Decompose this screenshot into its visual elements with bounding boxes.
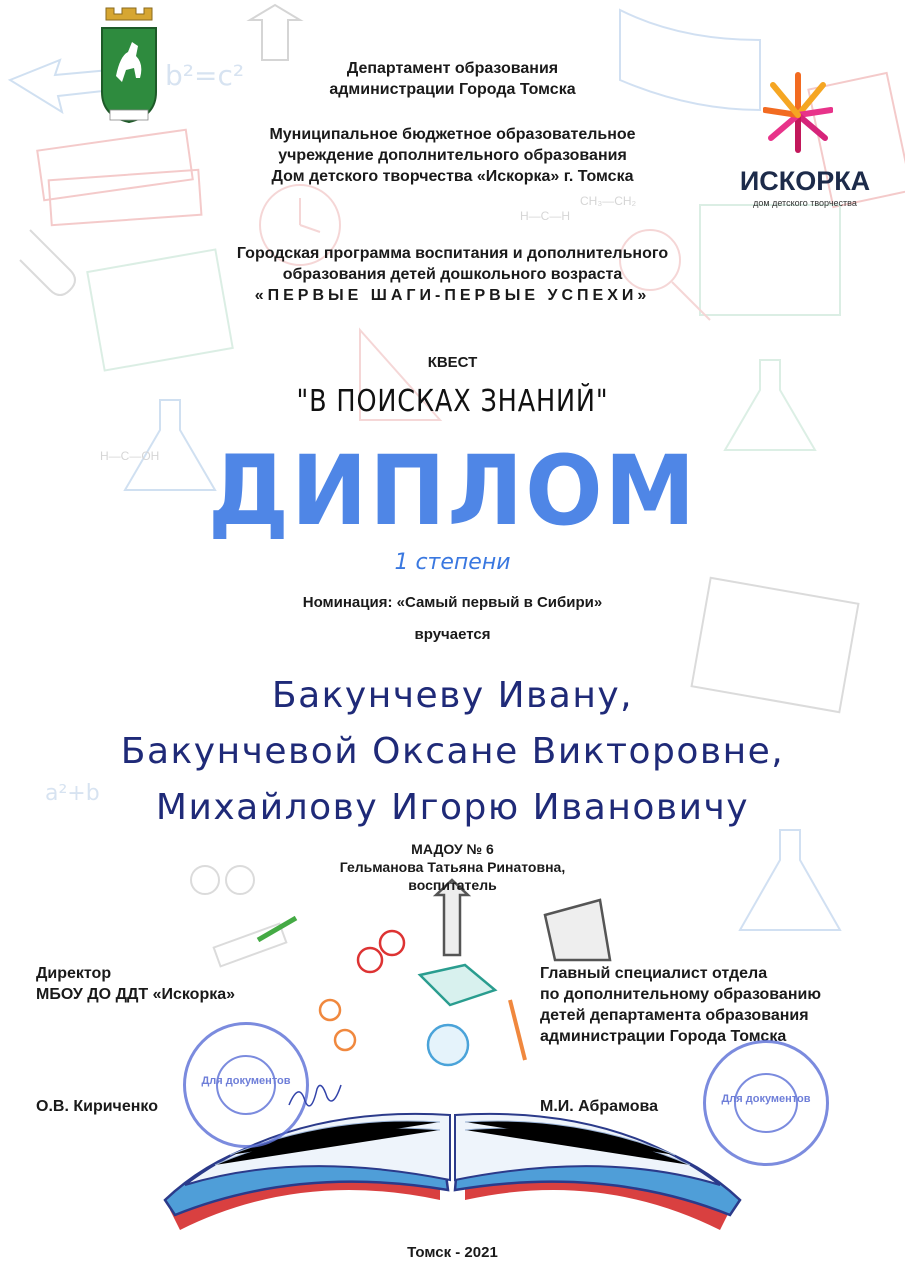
inst-line-3: Дом детского творчества «Искорка» г. Томска (271, 168, 634, 185)
stamp-right (703, 1040, 829, 1166)
organization-block (0, 840, 905, 894)
dept-line-1: Департамент образования (346, 60, 559, 77)
signatory-right-line-1: Главный специалист отдела (540, 965, 768, 982)
signatory-left-name: О.В. Кириченко (36, 1098, 158, 1115)
stamp-right-text: Для документов (721, 1093, 811, 1105)
program-line-2: образования детей дошкольного возраста (282, 266, 623, 283)
teacher-role: воспитатель (408, 877, 497, 893)
svg-text:H—C—H: H—C—H (520, 209, 570, 223)
recipients-list (0, 668, 905, 836)
diploma-degree: 1 степени (394, 550, 511, 575)
signatory-right-title (540, 963, 821, 1047)
logo-subtitle: дом детского творчества (753, 198, 857, 208)
recipient-1: Бакунчеву Ивану, (271, 675, 634, 716)
svg-text:H—C—OH: H—C—OH (100, 449, 160, 463)
quest-title: "В ПОИСКАХ ЗНАНИЙ" (296, 384, 609, 419)
footer-city-year: Томск - 2021 (407, 1244, 498, 1261)
signatory-right-name: М.И. Абрамова (540, 1098, 658, 1115)
organization-name: МАДОУ № 6 (411, 841, 494, 857)
signatory-right-line-3: детей департамента образования (540, 1007, 809, 1024)
signatory-left-line-2: МБОУ ДО ДДТ «Искорка» (36, 986, 236, 1003)
program-title: «ПЕРВЫЕ ШАГИ-ПЕРВЫЕ УСПЕХИ» (254, 287, 651, 304)
program-block (0, 243, 905, 306)
teacher-name: Гельманова Татьяна Ринатовна, (339, 859, 566, 875)
inst-line-2: учреждение дополнительного образования (278, 147, 627, 164)
quest-label: КВЕСТ (427, 354, 478, 371)
stamp-left-text: Для документов (201, 1075, 291, 1087)
recipient-2: Бакунчевой Оксане Викторовне, (120, 731, 785, 772)
signatory-left-title (36, 963, 235, 1005)
svg-text:a²+b: a²+b (45, 781, 100, 806)
svg-text:CH₃—CH₂: CH₃—CH₂ (580, 194, 637, 208)
dept-line-2: администрации Города Томска (329, 81, 576, 98)
header-department (0, 58, 905, 100)
signatory-left-line-1: Директор (36, 965, 112, 982)
signature-left-icon (285, 1075, 345, 1115)
header-institution (0, 124, 905, 187)
signatory-right-line-2: по дополнительному образованию (540, 986, 821, 1003)
logo-name: ИСКОРКА (739, 166, 871, 196)
svg-text:b²=c²: b²=c² (165, 59, 245, 92)
program-line-1: Городская программа воспитания и дополнительного (236, 245, 669, 262)
inst-line-1: Муниципальное бюджетное образовательное (269, 126, 636, 143)
recipient-3: Михайлову Игорю Ивановичу (155, 787, 750, 828)
nomination: Номинация: «Самый первый в Сибири» (302, 594, 603, 611)
awarded-label: вручается (414, 626, 491, 643)
diploma-title: ДИПЛОМ (207, 435, 698, 547)
signatory-right-line-4: администрации Города Томска (540, 1028, 787, 1045)
